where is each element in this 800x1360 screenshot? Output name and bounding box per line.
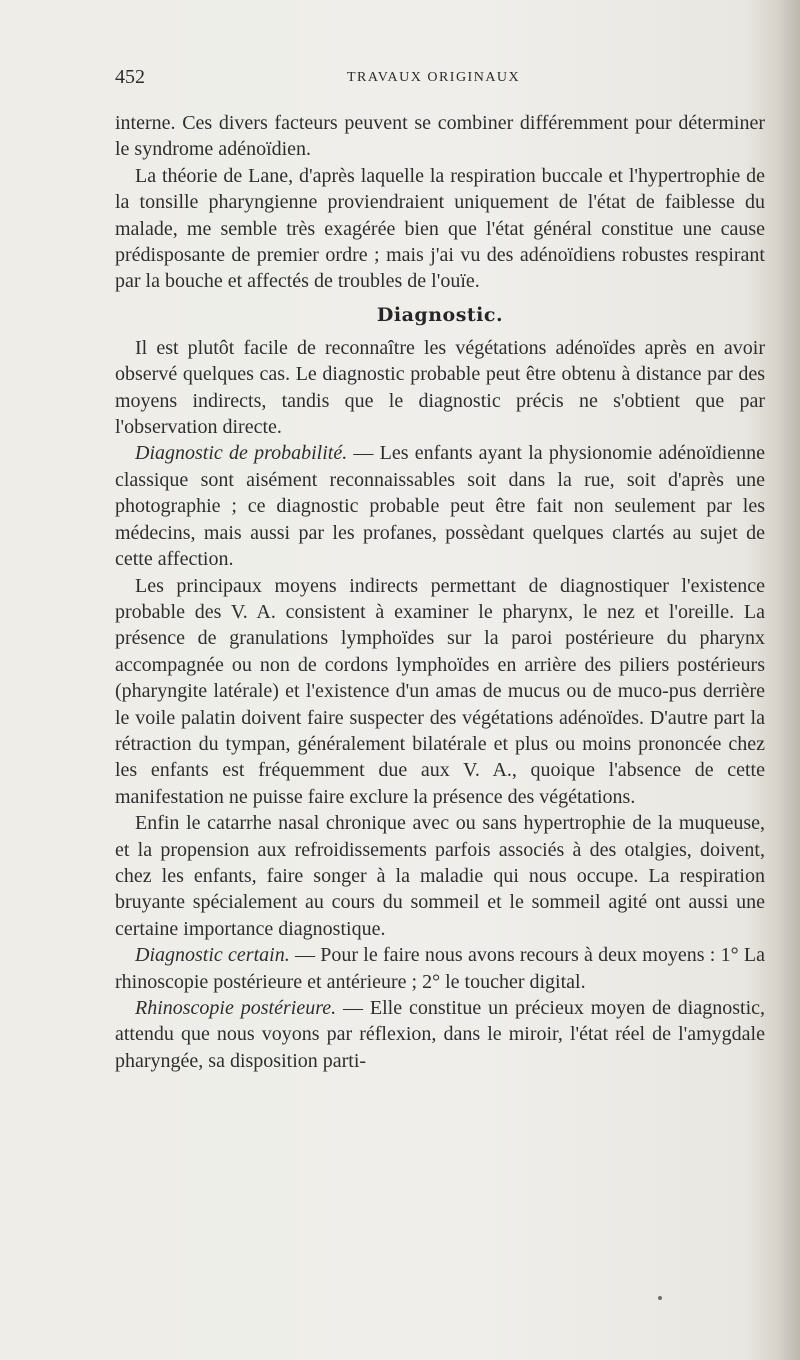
paragraph-rhinoscopy-text: — Elle constitue un précieux moyen de diagnostic, attendu que nous voyons par réflexion, dans le miroir, l'état réel de l'amygdale pharyngée, sa disposition parti- <box>115 997 765 1072</box>
paragraph-indirect-means: Les principaux moyens indirects permettant de diagnostiquer l'existence probable des V. A. consistent à examiner le pharynx, le nez et l'oreille. La présence de granulations lymphoïdes sur la paroi postérieure du pharynx accompagnée ou non de cordons lymphoïdes en arrière des piliers postérieurs (pharyngite latérale) et l'existence d'un amas de mucus ou de muco-pus derrière le voile palatin doivent faire suspecter des végétations adénoïdes. D'autre part la rétraction du tympan, généralement bilatérale et plus ou moins prononcée chez les enfants est fréquemment due aux V. A., quoique l'absence de cette manifestation ne puisse faire exclure la présence des végétations. <box>115 574 765 808</box>
paragraph-certain-text: — Pour le faire nous avons recours à deux moyens : 1° La rhinoscopie postérieure et antérieure ; 2° le toucher digital. <box>115 944 765 993</box>
subsection-title-probability: Diagnostic de probabilité. <box>135 442 348 465</box>
page-header <box>115 66 765 90</box>
paragraph-continuation: interne. Ces divers facteurs peuvent se combiner différemment pour déterminer le syndrome adénoïdien. <box>115 112 765 161</box>
subsection-title-rhinoscopy: Rhinoscopie postérieure. <box>135 997 337 1019</box>
paragraph-probability-text: — Les enfants ayant la physionomie adénoïdienne classique sont aisément reconnaissables soit dans la rue, soit d'après une photographie ; ce diagnostic probable peut être fait non seulement par les médecins, mais aussi par les profanes, possèdant quelques clartés au sujet de cette affection. <box>115 442 766 571</box>
page-number: 452 <box>115 66 145 88</box>
ink-speck <box>658 1296 662 1300</box>
paragraph-lane-theory: La théorie de Lane, d'après laquelle la respiration buccale et l'hypertrophie de la tonsille pharyngienne proviendraient uniquement de l'état de faiblesse du malade, me semble très exagérée bien que l'état général constitue une cause prédisposante de premier ordre ; mais j'ai vu des adénoïdiens robustes respirant par la bouche et affectés de troubles de l'ouïe. <box>115 164 765 293</box>
subsection-title-certain: Diagnostic certain. <box>135 944 290 967</box>
paragraph-nasal-catarrh: Enfin le catarrhe nasal chronique avec ou sans hypertrophie de la muqueuse, et la propension aux refroidissements parfois associés à des otalgies, doivent, chez les enfants, faire songer à la maladie qui nous occupe. La respiration bruyante spécialement au cours du sommeil et le sommeil agité ont aussi une certaine importance diagnostique. <box>115 812 765 940</box>
paragraph-diagnostic-probability <box>115 440 765 572</box>
paragraph-diagnostic-certain <box>115 942 765 995</box>
body-text <box>115 110 765 1074</box>
section-heading: Diagnostic. <box>376 303 504 326</box>
running-title: TRAVAUX ORIGINAUX <box>347 70 521 85</box>
paragraph-diagnostic-intro: Il est plutôt facile de reconnaître les végétations adénoïdes après en avoir observé quelques cas. Le diagnostic probable peut être obtenu à distance par des moyens indirects, tandis que le diagnostic précis ne s'obtient que par l'observation directe. <box>115 336 765 439</box>
paragraph-rhinoscopy <box>115 995 765 1074</box>
